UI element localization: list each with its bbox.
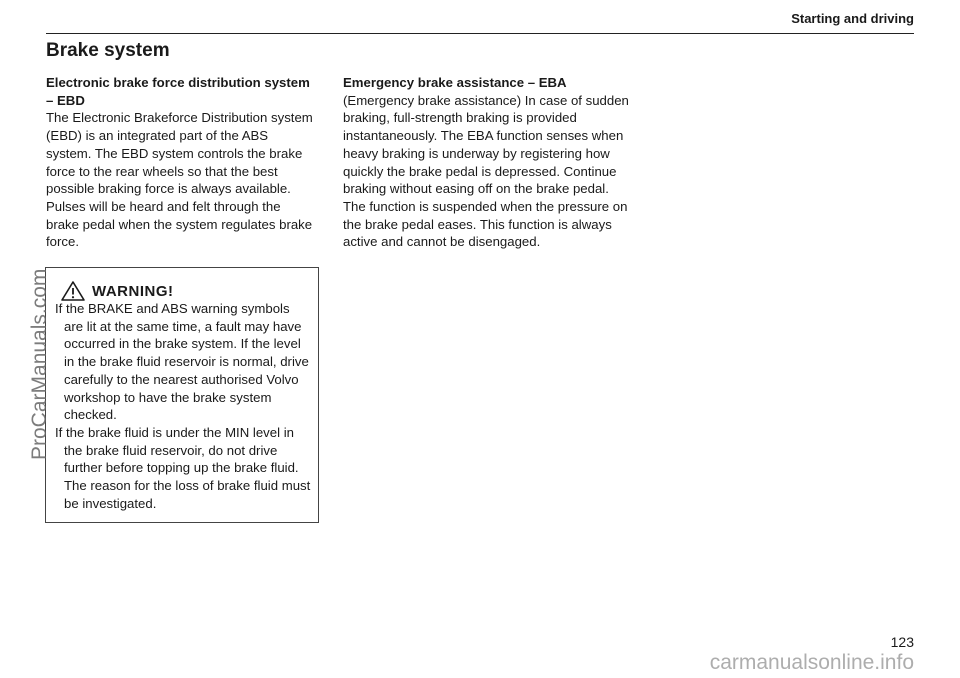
- eba-heading: Emergency brake assistance – EBA: [343, 75, 567, 90]
- warning-paragraph: If the brake fluid is under the MIN level in the brake fluid reservoir, do not drive further before topping up the brake fluid. The reason for the loss of brake fluid must be investigated.: [55, 424, 311, 511]
- warning-header: [60, 280, 174, 302]
- eba-section: [343, 74, 633, 251]
- ebd-section: [46, 74, 316, 251]
- side-watermark: ProCarManuals.com: [28, 268, 51, 460]
- ebd-body: The Electronic Brakeforce Distribution system (EBD) is an integrated part of the ABS system. The EBD system controls the brake force to the rear wheels so that the best possible braking force is always available. Pulses will be heard and felt through the brake pedal when the system regulates brake force.: [46, 110, 313, 250]
- page-number: 123: [890, 634, 914, 650]
- warning-title: WARNING!: [92, 282, 174, 300]
- eba-body: (Emergency brake assistance) In case of sudden braking, full-strength braking is provided instantaneously. The EBA function senses when heavy braking is underway by registering how quickly the brake pedal is depressed. Continue braking without easing off on the brake pedal. The function is suspended when the pressure on the brake pedal eases. This function is always active and cannot be disengaged.: [343, 92, 629, 250]
- section-title: Starting and driving: [791, 11, 914, 26]
- header-rule: [46, 33, 914, 34]
- page-title: Brake system: [46, 40, 170, 61]
- warning-box: [45, 267, 319, 523]
- ebd-heading: Electronic brake force distribution system – EBD: [46, 75, 310, 108]
- warning-body: [55, 300, 312, 512]
- warning-paragraph: If the BRAKE and ABS warning symbols are lit at the same time, a fault may have occurred in the brake system. If the level in the brake fluid reservoir is normal, drive carefully to the nearest authorised Volvo workshop to have the brake system checked.: [55, 301, 309, 423]
- warning-triangle-icon: [60, 280, 86, 302]
- bottom-watermark: carmanualsonline.info: [709, 651, 914, 674]
